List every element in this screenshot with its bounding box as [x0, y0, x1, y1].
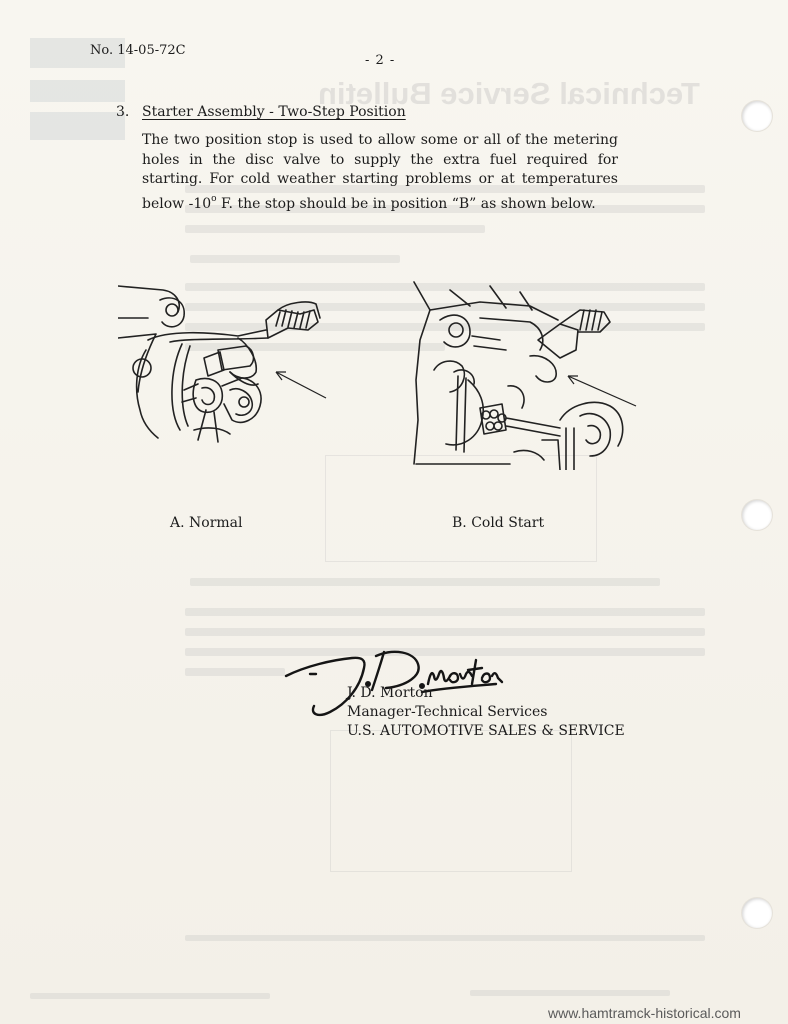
signer-name: J. D. Morton [347, 685, 433, 701]
bleed-through-sidebar [90, 462, 145, 542]
bleed-through-title: Technical Service Bulletin [318, 76, 700, 111]
figure-a-caption: A. Normal [170, 515, 243, 531]
binder-hole [742, 500, 772, 530]
section-heading: Starter Assembly - Two-Step Position [142, 104, 406, 120]
binder-hole [742, 101, 772, 131]
degree-symbol: o [211, 193, 217, 204]
binder-hole [742, 898, 772, 928]
body-line: holes in the disc valve to supply the extra fuel required for [142, 151, 618, 168]
body-line [142, 190, 618, 215]
body-line-end: F. the stop should be in position “B” as shown below. [221, 195, 596, 212]
bleed-through-line [185, 225, 485, 233]
bleed-through-line [185, 608, 705, 616]
bleed-through-line [30, 993, 270, 999]
section-body [142, 131, 618, 214]
figure-b-caption: B. Cold Start [452, 515, 545, 531]
bleed-through-sidebar [80, 676, 145, 756]
body-line-start: below -10 [142, 195, 212, 212]
website-watermark: www.hamtramck-historical.com [548, 1005, 741, 1021]
bleed-through-line [470, 990, 670, 996]
bleed-through-line [185, 628, 705, 636]
bleed-through-figure [325, 455, 597, 562]
signature-block [347, 684, 625, 741]
body-line: starting. For cold weather starting problems or at temperatures [142, 171, 618, 187]
document-number: No. 14-05-72C [90, 43, 186, 58]
carburetor-starter-cold-start-illustration [410, 280, 640, 470]
section-number: 3. [116, 104, 130, 120]
bleed-through-badge [30, 112, 125, 140]
bleed-through-line [185, 668, 285, 676]
signer-organization: U.S. AUTOMOTIVE SALES & SERVICE [347, 723, 625, 739]
body-line: The two position stop is used to allow some or all of the metering [142, 132, 618, 148]
page-number: - 2 - [365, 53, 396, 68]
bleed-through-line [190, 255, 400, 263]
bleed-through-line [185, 935, 705, 941]
signer-title: Manager-Technical Services [347, 704, 548, 720]
carburetor-starter-normal-illustration [118, 280, 333, 455]
bleed-through-figure [330, 730, 572, 872]
bleed-through-line [190, 578, 660, 586]
bleed-through-badge [30, 80, 125, 102]
